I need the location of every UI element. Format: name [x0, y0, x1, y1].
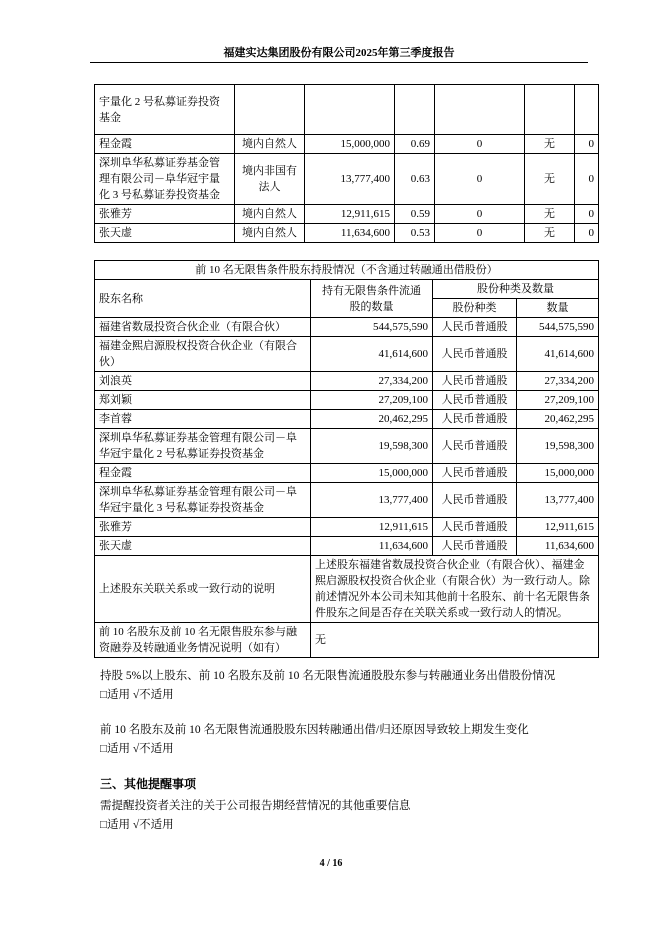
holder-name-cell: 福建金熙启源股权投资合伙企业（有限合伙） [95, 337, 311, 372]
qty-cell: 544,575,590 [517, 318, 599, 337]
shares-cell: 41,614,600 [311, 337, 433, 372]
pct-cell [395, 85, 435, 135]
table-caption: 前 10 名无限售条件股东持股情况（不含通过转融通出借股份） [95, 261, 599, 280]
holder-type-cell [235, 85, 305, 135]
holder-name-cell: 张雅芳 [95, 518, 311, 537]
pct-cell: 0.63 [395, 154, 435, 205]
shares-cell: 11,634,600 [305, 224, 395, 243]
table-row [95, 464, 599, 483]
restricted-cell: 0 [435, 135, 525, 154]
pledge-qty-cell: 0 [575, 135, 599, 154]
holder-name-cell: 李首蓉 [95, 410, 311, 429]
header-type: 股份种类 [433, 299, 517, 318]
section-options: □适用 √不适用 [100, 819, 174, 831]
section-heading: 三、其他提醒事项 [100, 777, 197, 791]
header-shares [311, 280, 433, 318]
table-row [95, 483, 599, 518]
page-number: 4 / 16 [319, 858, 343, 869]
restricted-cell: 0 [435, 224, 525, 243]
pledge-qty-cell: 0 [575, 205, 599, 224]
table-caption-row [95, 261, 599, 280]
share-type-cell: 人民币普通股 [433, 410, 517, 429]
share-type-cell: 人民币普通股 [433, 464, 517, 483]
holder-name-cell: 程金霞 [95, 464, 311, 483]
holder-name-cell: 张天虚 [95, 224, 235, 243]
holder-name-cell: 宇量化 2 号私募证券投资基金 [95, 85, 235, 135]
share-type-cell: 人民币普通股 [433, 318, 517, 337]
qty-cell: 19,598,300 [517, 429, 599, 464]
holder-name-cell: 程金霞 [95, 135, 235, 154]
table-header-row [95, 280, 599, 299]
shares-cell: 12,911,615 [311, 518, 433, 537]
header-divider [90, 62, 588, 63]
share-type-cell: 人民币普通股 [433, 337, 517, 372]
restricted-cell: 0 [435, 205, 525, 224]
lending-note-title: 持股 5%以上股东、前 10 名股东及前 10 名无限售流通股股东参与转融通业务出借股份情况 [100, 670, 556, 682]
shares-cell: 15,000,000 [305, 135, 395, 154]
pledge-qty-cell: 0 [575, 224, 599, 243]
qty-cell: 11,634,600 [517, 537, 599, 556]
share-type-cell: 人民币普通股 [433, 391, 517, 410]
qty-cell: 20,462,295 [517, 410, 599, 429]
holder-name-cell: 深圳阜华私募证券基金管理有限公司－阜华冠宇量化 3 号私募证券投资基金 [95, 483, 311, 518]
holder-name-cell: 张雅芳 [95, 205, 235, 224]
shares-cell: 20,462,295 [311, 410, 433, 429]
pledge-status-cell: 无 [525, 205, 575, 224]
table-row [95, 85, 599, 135]
table-row [95, 537, 599, 556]
qty-cell: 27,209,100 [517, 391, 599, 410]
pledge-status-cell [525, 85, 575, 135]
table-row [95, 224, 599, 243]
shares-cell: 13,777,400 [305, 154, 395, 205]
qty-cell: 13,777,400 [517, 483, 599, 518]
margin-trading-text: 无 [311, 623, 599, 658]
holder-type-cell: 境内自然人 [235, 205, 305, 224]
shares-cell [305, 85, 395, 135]
shares-cell: 19,598,300 [311, 429, 433, 464]
shares-cell: 27,209,100 [311, 391, 433, 410]
header-qty: 数量 [517, 299, 599, 318]
holder-name-cell: 刘浪英 [95, 372, 311, 391]
header-shares-line1: 持有无限售条件流通 [322, 284, 421, 297]
holder-name-cell: 深圳阜华私募证券基金管理有限公司－阜华冠宇量化 2 号私募证券投资基金 [95, 429, 311, 464]
holder-type-cell: 境内自然人 [235, 224, 305, 243]
holder-name-cell: 张天虚 [95, 537, 311, 556]
margin-trading-label: 前 10 名股东及前 10 名无限售股东参与融资融券及转融通业务情况说明（如有） [95, 623, 311, 658]
qty-cell: 12,911,615 [517, 518, 599, 537]
top-shareholders-table [94, 84, 599, 243]
qty-cell: 27,334,200 [517, 372, 599, 391]
shares-cell: 13,777,400 [311, 483, 433, 518]
qty-cell: 15,000,000 [517, 464, 599, 483]
qty-cell: 41,614,600 [517, 337, 599, 372]
unrestricted-shareholders-table [94, 260, 599, 658]
table-row [95, 135, 599, 154]
share-type-cell: 人民币普通股 [433, 483, 517, 518]
holder-name-cell: 福建省数晟投资合伙企业（有限合伙） [95, 318, 311, 337]
pledge-qty-cell: 0 [575, 154, 599, 205]
change-note-options: □适用 √不适用 [100, 743, 174, 755]
table-row [95, 429, 599, 464]
related-parties-label: 上述股东关联关系或一致行动的说明 [95, 556, 311, 623]
section-description: 需提醒投资者关注的关于公司报告期经营情况的其他重要信息 [100, 800, 411, 812]
table-row [95, 518, 599, 537]
table-row [95, 205, 599, 224]
table-row [95, 391, 599, 410]
header-holder-name: 股东名称 [95, 280, 311, 318]
shares-cell: 27,334,200 [311, 372, 433, 391]
pct-cell: 0.69 [395, 135, 435, 154]
holder-name-cell: 深圳阜华私募证券基金管理有限公司－阜华冠宇量化 3 号私募证券投资基金 [95, 154, 235, 205]
table-row [95, 337, 599, 372]
holder-name-cell: 郑刘颖 [95, 391, 311, 410]
related-parties-text: 上述股东福建省数晟投资合伙企业（有限合伙）、福建金熙启源股权投资合伙企业（有限合伙）为一致行动人。除前述情况外本公司未知其他前十名股东、前十名无限售条件股东之间是否存在关联关系或一致行动人的情况。 [311, 556, 599, 623]
pct-cell: 0.59 [395, 205, 435, 224]
change-note-title: 前 10 名股东及前 10 名无限售流通股股东因转融通出借/归还原因导致较上期发生变化 [100, 724, 529, 736]
share-type-cell: 人民币普通股 [433, 429, 517, 464]
restricted-cell [435, 85, 525, 135]
pledge-status-cell: 无 [525, 154, 575, 205]
table-row [95, 372, 599, 391]
share-type-cell: 人民币普通股 [433, 518, 517, 537]
lending-note-options: □适用 √不适用 [100, 689, 174, 701]
shares-cell: 12,911,615 [305, 205, 395, 224]
table-row [95, 154, 599, 205]
share-type-cell: 人民币普通股 [433, 537, 517, 556]
shares-cell: 15,000,000 [311, 464, 433, 483]
header-type-group: 股份种类及数量 [433, 280, 599, 299]
shares-cell: 544,575,590 [311, 318, 433, 337]
shares-cell: 11,634,600 [311, 537, 433, 556]
holder-type-cell: 境内非国有法人 [235, 154, 305, 205]
table-row [95, 318, 599, 337]
pledge-qty-cell [575, 85, 599, 135]
margin-trading-row [95, 623, 599, 658]
related-parties-row [95, 556, 599, 623]
holder-type-cell: 境内自然人 [235, 135, 305, 154]
pct-cell: 0.53 [395, 224, 435, 243]
pledge-status-cell: 无 [525, 135, 575, 154]
restricted-cell: 0 [435, 154, 525, 205]
header-shares-line2: 股的数量 [349, 300, 394, 313]
share-type-cell: 人民币普通股 [433, 372, 517, 391]
pledge-status-cell: 无 [525, 224, 575, 243]
table-row [95, 410, 599, 429]
report-header-title: 福建实达集团股份有限公司2025年第三季度报告 [223, 47, 455, 59]
